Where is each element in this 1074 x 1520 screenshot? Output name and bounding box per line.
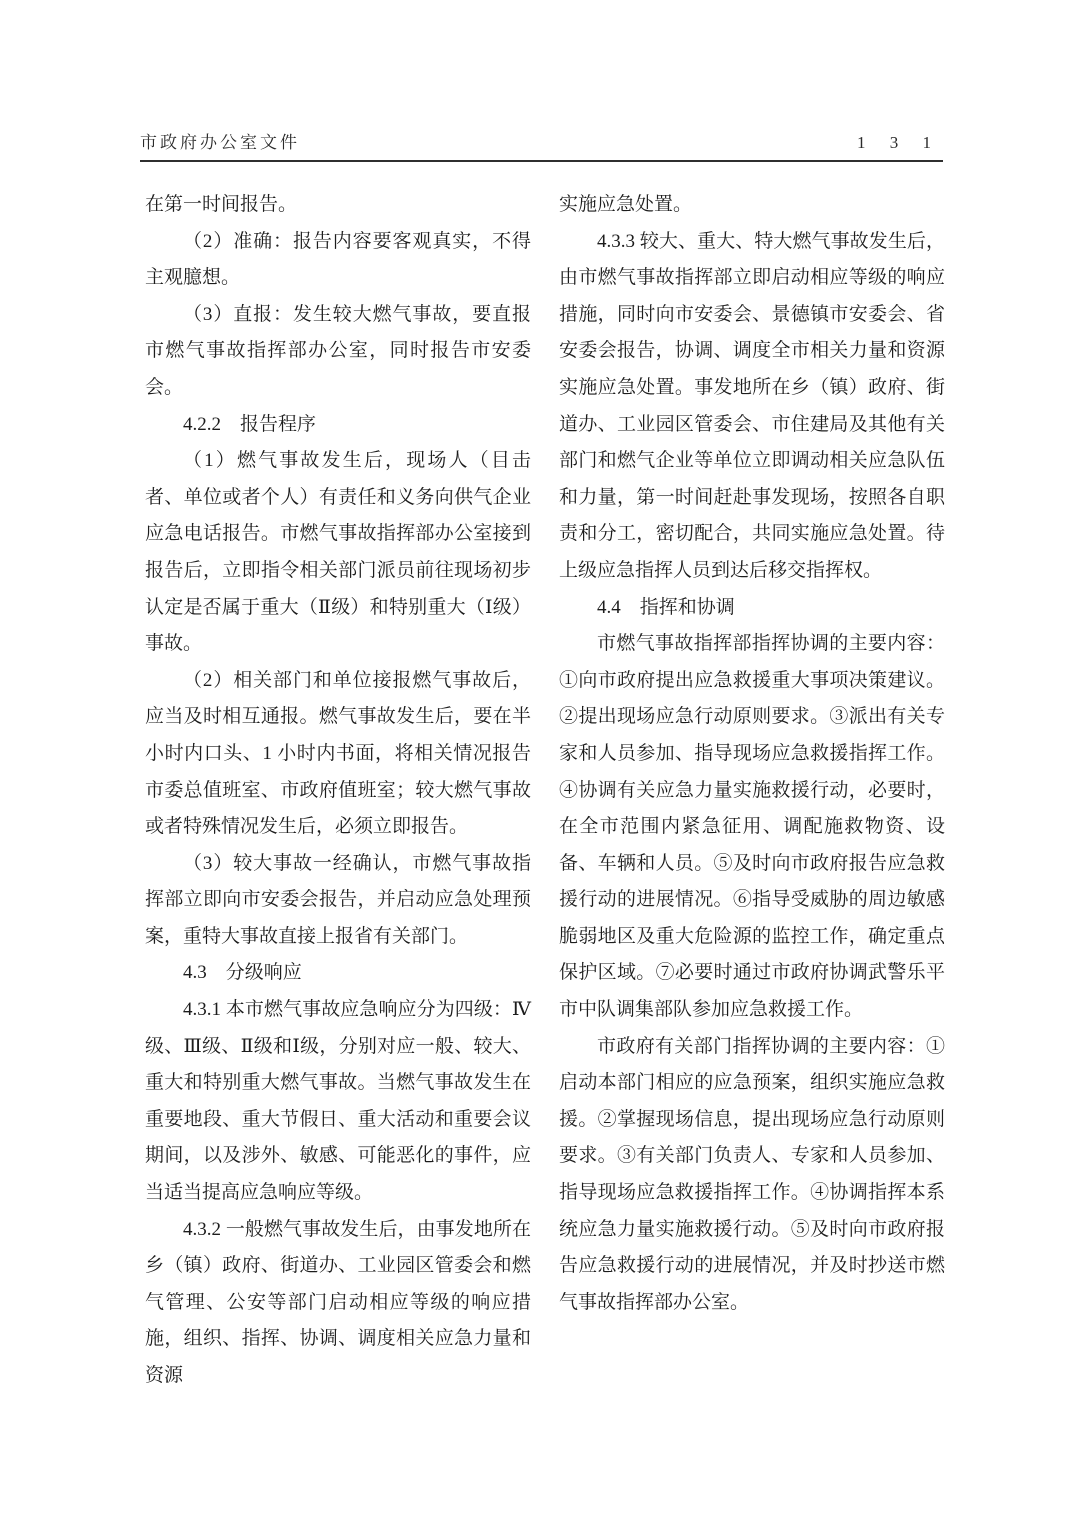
- para-accurate: （2）准确：报告内容要客观真实，不得主观臆想。: [145, 230, 531, 289]
- para-report-procedure-2: （2）相关部门和单位接报燃气事故后，应当及时相互通报。燃气事故发生后，要在半小时内口头、1 小时内书面，将相关情况报告市委总值班室、市政府值班室；较大燃气事故或者特殊情况发生后，必须立即报告。: [145, 669, 531, 838]
- para-report-procedure-3: （3）较大事故一经确认，市燃气事故指挥部立即向市安委会报告，并启动应急处理预案，重特大事故直接上报省有关部门。: [145, 852, 531, 947]
- page-number: 1 3 1: [857, 133, 941, 152]
- para-command-hq: 市燃气事故指挥部指挥协调的主要内容：①向市政府提出应急救援重大事项决策建议。②提出现场应急行动原则要求。③派出有关专家和人员参加、指导现场应急救援指挥工作。④协调有关应急力量实施救援行动，必要时，在全市范围内紧急征用、调配施救物资、设备、车辆和人员。⑤及时向市政府报告应急救援行动的进展情况。⑥指导受威胁的周边敏感脆弱地区及重大危险源的监控工作，确定重点保护区域。⑦必要时通过市政府协调武警乐平市中队调集部队参加应急救援工作。: [559, 633, 945, 1021]
- column-left: [145, 187, 531, 1395]
- para-4-3-1: 4.3.1 本市燃气事故应急响应分为四级：Ⅳ级、Ⅲ级、Ⅱ级和Ⅰ级，分别对应一般、较大、重大和特别重大燃气事故。当燃气事故发生在重要地段、重大节假日、重大活动和重要会议期间，以及涉外、敏感、可能恶化的事件，应当适当提高应急响应等级。: [145, 999, 531, 1204]
- para-continuation-emergency: 实施应急处置。: [559, 194, 693, 215]
- column-right: [559, 187, 945, 1395]
- header-title: 市政府办公室文件: [140, 133, 300, 152]
- heading-4-2-2: 4.2.2 报告程序: [183, 413, 317, 435]
- para-report-procedure-1: （1）燃气事故发生后，现场人（目击者、单位或者个人）有责任和义务向供气企业应急电话报告。市燃气事故指挥部办公室接到报告后，立即指令相关部门派员前往现场初步认定是否属于重大（Ⅱ级）和特别重大（Ⅰ级）事故。: [145, 450, 531, 655]
- heading-4-3: 4.3 分级响应: [183, 962, 302, 984]
- para-4-3-2: 4.3.2 一般燃气事故发生后，由事发地所在乡（镇）政府、街道办、工业园区管委会和燃气管理、公安等部门启动相应等级的响应措施，组织、指挥、协调、调度相关应急力量和资源: [145, 1218, 531, 1386]
- para-continuation-report: 在第一时间报告。: [145, 194, 298, 215]
- para-direct-report: （3）直报：发生较大燃气事故，要直报市燃气事故指挥部办公室，同时报告市安委会。: [145, 303, 531, 398]
- para-4-3-3: 4.3.3 较大、重大、特大燃气事故发生后，由市燃气事故指挥部立即启动相应等级的响应措施，同时向市安委会、景德镇市安委会、省安委会报告，协调、调度全市相关力量和资源实施应急处置。事发地所在乡（镇）政府、街道办、工业园区管委会、市住建局及其他有关部门和燃气企业等单位立即调动相关应急队伍和力量，第一时间赶赴事发现场，按照各自职责和分工，密切配合，共同实施应急处置。待上级应急指挥人员到达后移交指挥权。: [559, 230, 945, 581]
- text-columns: [145, 187, 945, 1395]
- para-command-departments: 市政府有关部门指挥协调的主要内容：①启动本部门相应的应急预案，组织实施应急救援。②掌握现场信息，提出现场应急行动原则要求。③有关部门负责人、专家和人员参加、指导现场应急救援指挥工作。④协调指挥本系统应急力量实施救援行动。⑤及时向市政府报告应急救援行动的进展情况，并及时抄送市燃气事故指挥部办公室。: [559, 1035, 945, 1313]
- page-header: [140, 128, 943, 162]
- heading-4-4: 4.4 指挥和协调: [597, 596, 735, 618]
